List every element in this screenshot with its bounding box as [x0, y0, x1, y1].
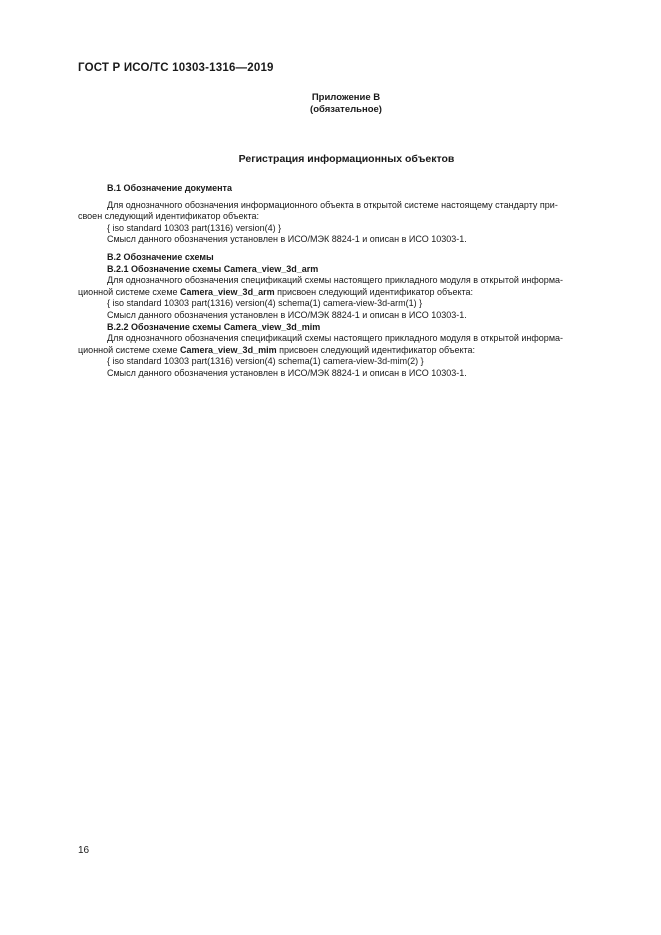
annex-body — [78, 183, 614, 380]
clause-b22-paragraph-line — [78, 345, 614, 357]
clause-b22-text: присвоен следующий идентификатор объекта: — [276, 344, 476, 355]
section-title: Регистрация информационных объектов — [238, 153, 455, 165]
clause-b22-text: ционной системе схеме — [78, 344, 181, 355]
clause-b1-heading: В.1 Обозначение документа — [107, 183, 232, 193]
clause-b22-meaning: Смысл данного обозначения установлен в ИСО/МЭК 8824-1 и описан в ИСО 10303-1. — [107, 367, 467, 378]
clause-b1-meaning: Смысл данного обозначения установлен в ИСО/МЭК 8824-1 и описан в ИСО 10303-1. — [107, 234, 467, 245]
clause-b2-heading: В.2 Обозначение схемы — [107, 251, 214, 262]
document-header-standard-id: ГОСТ Р ИСО/ТС 10303-1316—2019 — [78, 62, 274, 74]
clause-b22-identifier: { iso standard 10303 part(1316) version(4) schema(1) camera-view-3d-mim(2) } — [107, 356, 424, 367]
clause-b21-text: присвоен следующий идентификатор объекта: — [274, 286, 474, 297]
clause-b1-paragraph-line: Для однозначного обозначения информационного объекта в открытой системе настоящему стандарту при- — [107, 199, 558, 210]
clause-b21-text: ционной системе схеме — [78, 286, 181, 297]
annex-label — [300, 92, 392, 116]
schema-name-arm: Camera_view_3d_arm — [180, 286, 275, 297]
schema-name-mim: Camera_view_3d_mim — [180, 344, 277, 355]
clause-b21-heading: В.2.1 Обозначение схемы Camera_view_3d_arm — [107, 263, 319, 274]
clause-b21-identifier: { iso standard 10303 part(1316) version(4) schema(1) camera-view-3d-arm(1) } — [107, 298, 423, 309]
clause-b21-meaning: Смысл данного обозначения установлен в ИСО/МЭК 8824-1 и описан в ИСО 10303-1. — [107, 309, 467, 320]
clause-b1-identifier: { iso standard 10303 part(1316) version(4) } — [107, 222, 282, 233]
clause-b21-paragraph-line — [78, 287, 614, 299]
clause-b22-heading: В.2.2 Обозначение схемы Camera_view_3d_mim — [107, 321, 321, 332]
clause-b1-paragraph-line: своен следующий идентификатор объекта: — [78, 211, 260, 222]
annex-title: Приложение В — [311, 92, 381, 103]
clause-b21-paragraph-line: Для однозначного обозначения спецификаций схемы настоящего прикладного модуля в открытой информа- — [107, 275, 564, 286]
annex-status: (обязательное) — [310, 104, 382, 115]
page-number: 16 — [78, 845, 90, 856]
clause-b22-paragraph-line: Для однозначного обозначения спецификаций схемы настоящего прикладного модуля в открытой информа- — [107, 333, 564, 344]
